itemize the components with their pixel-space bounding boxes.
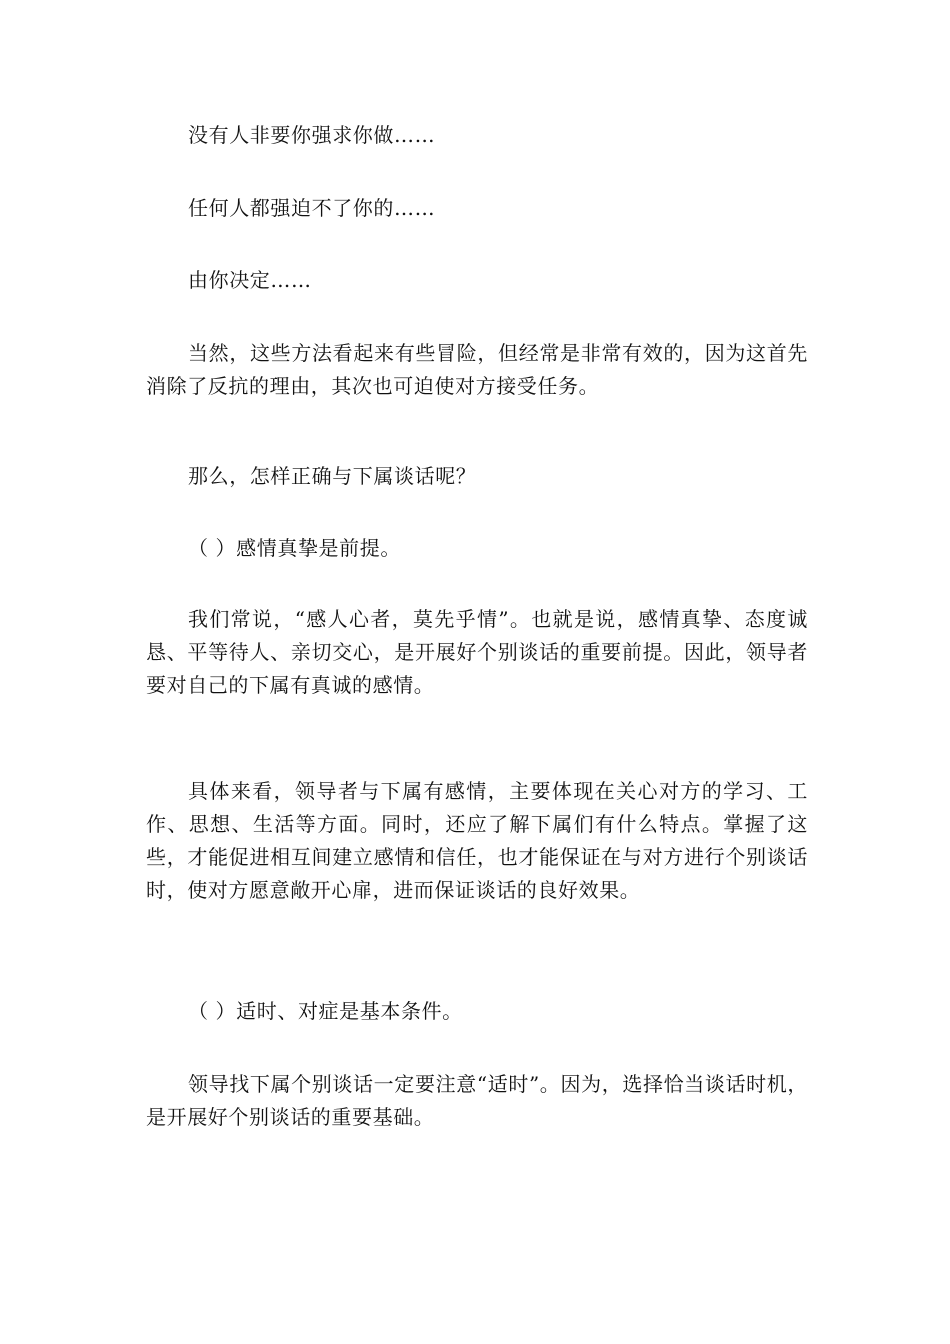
section-heading: （ ）感情真挚是前提。: [188, 536, 401, 560]
section-heading: （ ）适时、对症是基本条件。: [188, 999, 463, 1023]
paragraph: 领导找下属个别谈话一定要注意“适时”。因为，选择恰当谈话时机，是开展好个别谈话的重要基础。: [146, 1072, 808, 1129]
paragraph: 由你决定……: [188, 268, 312, 292]
paragraph: 具体来看，领导者与下属有感情，主要体现在关心对方的学习、工作、思想、生活等方面。同时，还应了解下属们有什么特点。掌握了这些，才能促进相互间建立感情和信任，也才能保证在与对方进行个别谈话时，使对方愿意敞开心扉，进而保证谈话的良好效果。: [146, 779, 808, 902]
paragraph: 任何人都强迫不了你的……: [188, 196, 436, 220]
paragraph: 那么，怎样正确与下属谈话呢？: [188, 464, 477, 488]
paragraph: 当然，这些方法看起来有些冒险，但经常是非常有效的，因为这首先消除了反抗的理由，其次也可迫使对方接受任务。: [146, 341, 808, 398]
paragraph: 我们常说，“感人心者，莫先乎情”。也就是说，感情真挚、态度诚恳、平等待人、亲切交心，是开展好个别谈话的重要前提。因此，领导者要对自己的下属有真诚的感情。: [146, 607, 808, 697]
paragraph: 没有人非要你强求你做……: [188, 123, 436, 147]
